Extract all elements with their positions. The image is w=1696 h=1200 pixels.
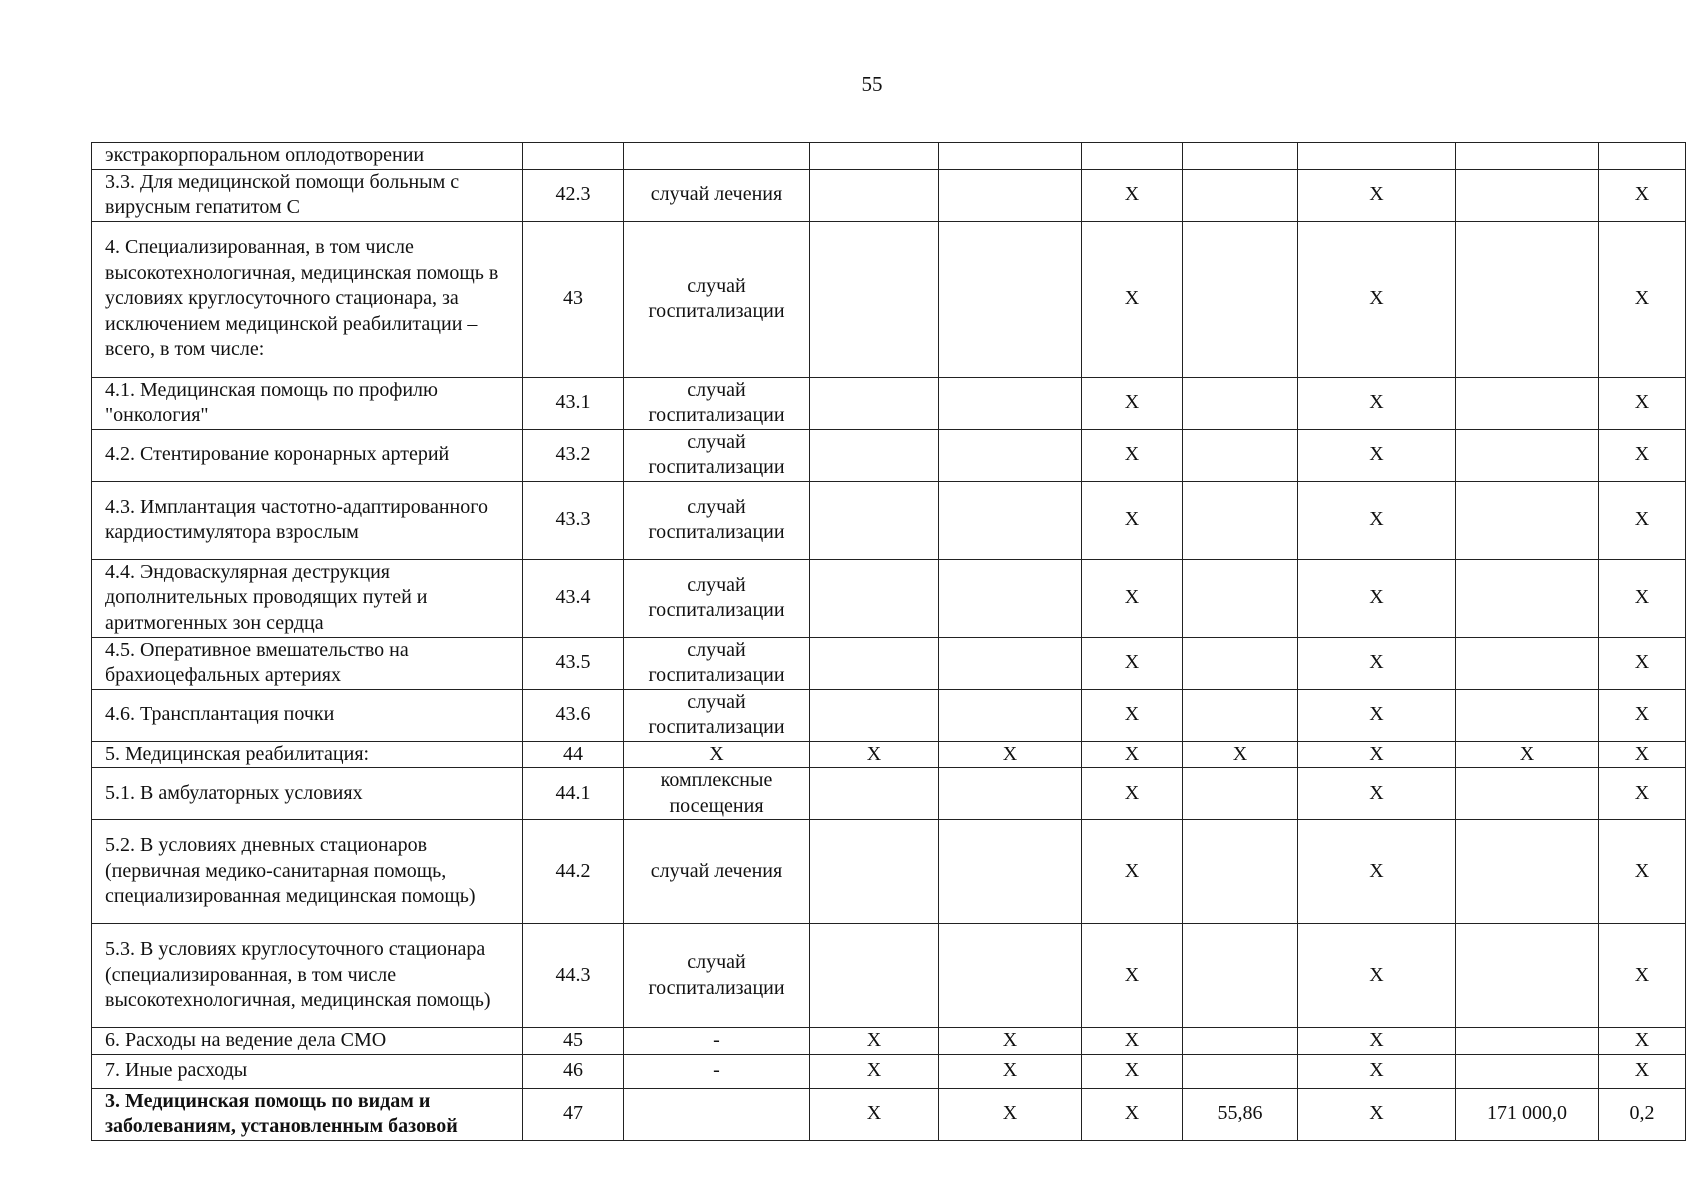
table-cell-col8: X (1298, 1054, 1456, 1088)
table-cell-col7 (1183, 689, 1298, 741)
table-cell-col9 (1456, 820, 1599, 924)
table-cell-col6: X (1082, 637, 1183, 689)
row-number: 46 (523, 1054, 624, 1088)
table-cell-col7 (1183, 924, 1298, 1028)
table-cell-col7 (1183, 481, 1298, 559)
table-row (92, 768, 1686, 820)
table-cell-col9: 171 000,0 (1456, 1088, 1599, 1140)
table-cell-col4 (810, 481, 939, 559)
table-cell-col9 (1456, 143, 1599, 170)
table-cell-col5 (939, 429, 1082, 481)
table-cell-col7 (1183, 559, 1298, 637)
table-cell-col10: X (1599, 1028, 1686, 1055)
table-row (92, 481, 1686, 559)
table-cell-col6: X (1082, 169, 1183, 221)
table-row (92, 689, 1686, 741)
row-unit (624, 143, 810, 170)
row-description: экстракорпоральном оплодотворении (92, 143, 523, 170)
row-number: 42.3 (523, 169, 624, 221)
table-cell-col4 (810, 143, 939, 170)
table-cell-col10: X (1599, 429, 1686, 481)
table-cell-col5 (939, 143, 1082, 170)
table-cell-col9: X (1456, 741, 1599, 768)
table-cell-col9 (1456, 481, 1599, 559)
row-number: 45 (523, 1028, 624, 1055)
row-unit: - (624, 1028, 810, 1055)
table-cell-col10: X (1599, 768, 1686, 820)
table-cell-col4 (810, 637, 939, 689)
table-cell-col6: X (1082, 1054, 1183, 1088)
table-cell-col5 (939, 924, 1082, 1028)
table-cell-col7: 55,86 (1183, 1088, 1298, 1140)
row-number: 43.2 (523, 429, 624, 481)
row-number: 43.4 (523, 559, 624, 637)
row-unit: случай госпитализации (624, 429, 810, 481)
table-cell-col8: X (1298, 637, 1456, 689)
table-cell-col6: X (1082, 1088, 1183, 1140)
table-row (92, 221, 1686, 377)
table-cell-col4 (810, 689, 939, 741)
row-unit: случай госпитализации (624, 637, 810, 689)
row-description: 4.5. Оперативное вмешательство на брахиоцефальных артериях (92, 637, 523, 689)
table-cell-col10: X (1599, 559, 1686, 637)
table-cell-col8: X (1298, 1028, 1456, 1055)
table-cell-col10: X (1599, 637, 1686, 689)
table-row (92, 924, 1686, 1028)
table-cell-col9 (1456, 221, 1599, 377)
row-number (523, 143, 624, 170)
table-cell-col10: X (1599, 1054, 1686, 1088)
table-cell-col6: X (1082, 820, 1183, 924)
table-cell-col5 (939, 377, 1082, 429)
table-cell-col10: X (1599, 377, 1686, 429)
row-unit: - (624, 1054, 810, 1088)
table-cell-col8: X (1298, 481, 1456, 559)
table-cell-col8: X (1298, 377, 1456, 429)
page-number: 55 (861, 72, 883, 96)
table-cell-col4 (810, 559, 939, 637)
row-description: 4.6. Трансплантация почки (92, 689, 523, 741)
table-cell-col4: X (810, 1054, 939, 1088)
table-cell-col4 (810, 169, 939, 221)
table-cell-col6: X (1082, 221, 1183, 377)
row-number: 43.6 (523, 689, 624, 741)
table-cell-col6: X (1082, 377, 1183, 429)
table-row (92, 1054, 1686, 1088)
table-cell-col6: X (1082, 924, 1183, 1028)
row-unit: случай лечения (624, 820, 810, 924)
table-row (92, 377, 1686, 429)
table-cell-col7 (1183, 768, 1298, 820)
row-number: 43.5 (523, 637, 624, 689)
table-cell-col5: X (939, 741, 1082, 768)
table-cell-col4 (810, 429, 939, 481)
table-cell-col6: X (1082, 741, 1183, 768)
table-cell-col7 (1183, 429, 1298, 481)
table-cell-col9 (1456, 1054, 1599, 1088)
row-unit: X (624, 741, 810, 768)
table-cell-col4 (810, 377, 939, 429)
row-description: 5.3. В условиях круглосуточного стационара (специализированная, в том числе высокотехнологичная, медицинская помощь) (92, 924, 523, 1028)
table-cell-col6: X (1082, 768, 1183, 820)
table-cell-col9 (1456, 768, 1599, 820)
table-cell-col8: X (1298, 768, 1456, 820)
table-cell-col8: X (1298, 221, 1456, 377)
row-unit: случай госпитализации (624, 559, 810, 637)
table-cell-col6: X (1082, 481, 1183, 559)
table-cell-col9 (1456, 377, 1599, 429)
table-cell-col6: X (1082, 1028, 1183, 1055)
table-cell-col10: X (1599, 741, 1686, 768)
table-cell-col9 (1456, 924, 1599, 1028)
table-cell-col10: X (1599, 689, 1686, 741)
row-number: 44.3 (523, 924, 624, 1028)
table-cell-col5 (939, 637, 1082, 689)
table-cell-col10: X (1599, 820, 1686, 924)
table-cell-col8: X (1298, 689, 1456, 741)
table-cell-col9 (1456, 637, 1599, 689)
table-cell-col7 (1183, 820, 1298, 924)
row-description: 4.1. Медицинская помощь по профилю "онкология" (92, 377, 523, 429)
table-row (92, 169, 1686, 221)
row-unit: комплексные посещения (624, 768, 810, 820)
row-number: 43 (523, 221, 624, 377)
table-cell-col10 (1599, 143, 1686, 170)
table-cell-col6 (1082, 143, 1183, 170)
table-cell-col9 (1456, 689, 1599, 741)
table-cell-col7 (1183, 1054, 1298, 1088)
table-row (92, 1088, 1686, 1140)
row-description: 3.3. Для медицинской помощи больным с вирусным гепатитом С (92, 169, 523, 221)
table-row (92, 820, 1686, 924)
table-cell-col9 (1456, 559, 1599, 637)
table-cell-col7 (1183, 143, 1298, 170)
table-cell-col10: X (1599, 221, 1686, 377)
table-cell-col5 (939, 820, 1082, 924)
row-unit: случай лечения (624, 169, 810, 221)
table-cell-col4 (810, 820, 939, 924)
table-row (92, 143, 1686, 170)
table-row (92, 559, 1686, 637)
row-number: 43.3 (523, 481, 624, 559)
row-unit: случай госпитализации (624, 689, 810, 741)
row-description: 5.2. В условиях дневных стационаров (первичная медико-санитарная помощь, специализированная медицинская помощь) (92, 820, 523, 924)
row-unit: случай госпитализации (624, 924, 810, 1028)
table-cell-col5: X (939, 1088, 1082, 1140)
table-cell-col6: X (1082, 429, 1183, 481)
table-cell-col10: 0,2 (1599, 1088, 1686, 1140)
table-cell-col8: X (1298, 1088, 1456, 1140)
table-cell-col9 (1456, 169, 1599, 221)
table-cell-col6: X (1082, 689, 1183, 741)
row-number: 44.2 (523, 820, 624, 924)
table-cell-col7 (1183, 221, 1298, 377)
table-row (92, 741, 1686, 768)
table-cell-col8 (1298, 143, 1456, 170)
table-row (92, 429, 1686, 481)
row-description: 4.3. Имплантация частотно-адаптированного кардиостимулятора взрослым (92, 481, 523, 559)
table-cell-col5 (939, 169, 1082, 221)
row-description: 5. Медицинская реабилитация: (92, 741, 523, 768)
row-description: 4.2. Стентирование коронарных артерий (92, 429, 523, 481)
table-cell-col4 (810, 221, 939, 377)
table-cell-col7: X (1183, 741, 1298, 768)
table-cell-col7 (1183, 169, 1298, 221)
table-cell-col5: X (939, 1054, 1082, 1088)
data-table (91, 142, 1686, 1141)
table-cell-col4: X (810, 1088, 939, 1140)
table-cell-col9 (1456, 1028, 1599, 1055)
table-cell-col5: X (939, 1028, 1082, 1055)
row-unit: случай госпитализации (624, 221, 810, 377)
table-cell-col4: X (810, 1028, 939, 1055)
row-number: 44 (523, 741, 624, 768)
table-cell-col8: X (1298, 924, 1456, 1028)
table-cell-col5 (939, 689, 1082, 741)
row-unit: случай госпитализации (624, 481, 810, 559)
row-description: 4.4. Эндоваскулярная деструкция дополнительных проводящих путей и аритмогенных зон сердца (92, 559, 523, 637)
table-cell-col8: X (1298, 169, 1456, 221)
table-cell-col10: X (1599, 169, 1686, 221)
row-description: 5.1. В амбулаторных условиях (92, 768, 523, 820)
row-description: 6. Расходы на ведение дела СМО (92, 1028, 523, 1055)
row-unit (624, 1088, 810, 1140)
row-unit: случай госпитализации (624, 377, 810, 429)
row-description: 3. Медицинская помощь по видам и заболеваниям, установленным базовой (92, 1088, 523, 1140)
table-cell-col4: X (810, 741, 939, 768)
table-cell-col6: X (1082, 559, 1183, 637)
table-cell-col4 (810, 924, 939, 1028)
row-number: 47 (523, 1088, 624, 1140)
row-number: 43.1 (523, 377, 624, 429)
table-row (92, 1028, 1686, 1055)
table-cell-col7 (1183, 377, 1298, 429)
table-cell-col4 (810, 768, 939, 820)
table-cell-col9 (1456, 429, 1599, 481)
table-body (92, 143, 1686, 1141)
table-cell-col8: X (1298, 741, 1456, 768)
table-cell-col7 (1183, 1028, 1298, 1055)
table-cell-col10: X (1599, 924, 1686, 1028)
table-cell-col5 (939, 481, 1082, 559)
table-cell-col7 (1183, 637, 1298, 689)
row-description: 7. Иные расходы (92, 1054, 523, 1088)
row-number: 44.1 (523, 768, 624, 820)
row-description: 4. Специализированная, в том числе высокотехнологичная, медицинская помощь в условиях круглосуточного стационара, за исключением медицинской реабилитации – всего, в том числе: (92, 221, 523, 377)
table-cell-col5 (939, 768, 1082, 820)
table-cell-col5 (939, 221, 1082, 377)
table-cell-col5 (939, 559, 1082, 637)
table-cell-col8: X (1298, 429, 1456, 481)
table-cell-col8: X (1298, 820, 1456, 924)
table-cell-col8: X (1298, 559, 1456, 637)
table-cell-col10: X (1599, 481, 1686, 559)
table-row (92, 637, 1686, 689)
